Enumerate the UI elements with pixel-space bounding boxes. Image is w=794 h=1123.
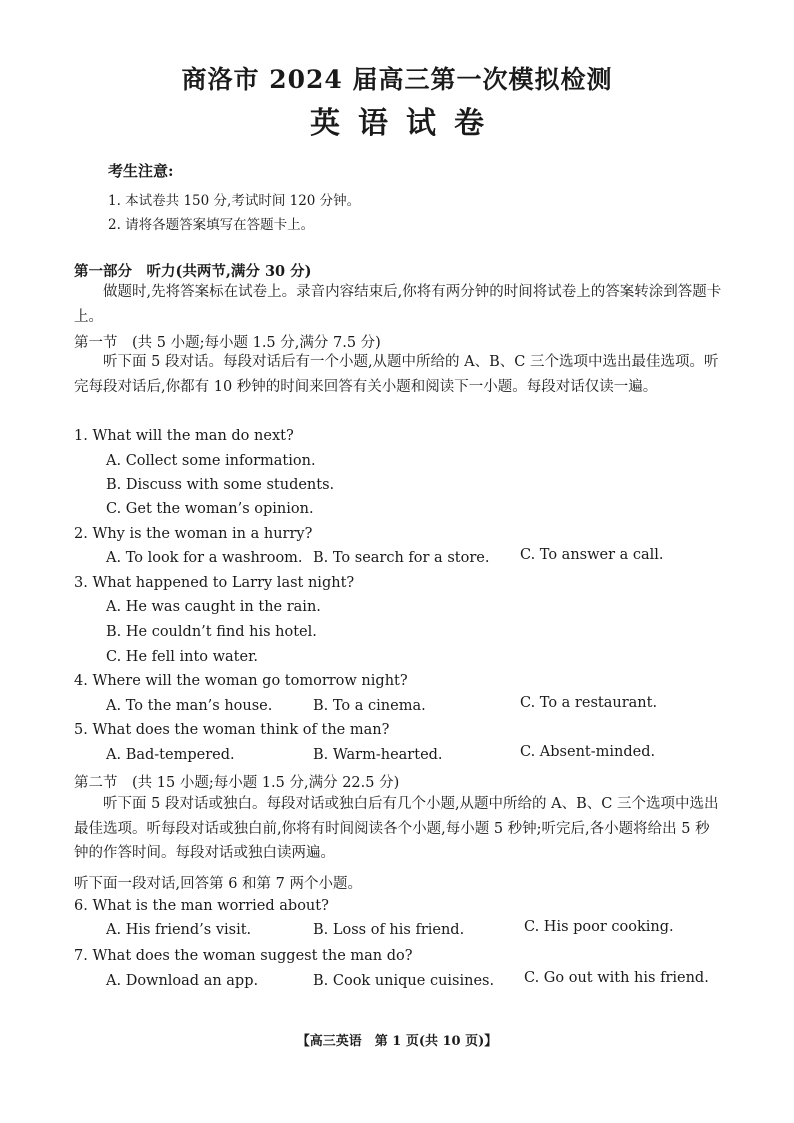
option-a: A. To the man’s house.	[106, 698, 273, 714]
option-b: B. Cook unique cuisines.	[313, 973, 495, 989]
option-a: A. Download an app.	[106, 973, 259, 989]
notice-item: 1. 本试卷共 150 分,考试时间 120 分钟。	[108, 193, 361, 209]
option-b: B. Discuss with some students.	[106, 477, 335, 493]
option-b: B. Loss of his friend.	[313, 922, 465, 938]
exam-subtitle: 英语试卷	[310, 106, 502, 141]
option-b: B. Warm-hearted.	[313, 747, 443, 763]
section2-sub-instruction: 听下面一段对话,回答第 6 和第 7 两个小题。	[74, 876, 362, 892]
option-a: A. To look for a washroom.	[106, 550, 303, 566]
option-c: C. Go out with his friend.	[524, 970, 709, 986]
page-footer: 【高三英语 第 1 页(共 10 页)】	[296, 1034, 498, 1049]
option-c: C. His poor cooking.	[524, 919, 674, 935]
option-c: C. Absent-minded.	[520, 744, 656, 760]
option-c: C. To a restaurant.	[520, 695, 658, 711]
option-c: C. Get the woman’s opinion.	[106, 501, 314, 517]
question-2: 2. Why is the woman in a hurry?	[74, 526, 313, 542]
option-a: A. His friend’s visit.	[106, 922, 252, 938]
section2-heading: 第二节 (共 15 小题;每小题 1.5 分,满分 22.5 分)	[74, 775, 400, 791]
option-a: A. He was caught in the rain.	[106, 599, 321, 615]
question-6: 6. What is the man worried about?	[74, 898, 329, 914]
exam-title: 商洛市 2024 届高三第一次模拟检测	[181, 65, 613, 94]
part1-instruction: 做题时,先将答案标在试卷上。录音内容结束后,你将有两分钟的时间将试卷上的答案转涂到答题卡上。	[74, 284, 722, 325]
option-b: B. He couldn’t find his hotel.	[106, 624, 317, 640]
option-c: C. To answer a call.	[520, 547, 664, 563]
question-3: 3. What happened to Larry last night?	[74, 575, 355, 591]
section1-heading: 第一节 (共 5 小题;每小题 1.5 分,满分 7.5 分)	[74, 335, 381, 351]
option-b: B. To a cinema.	[313, 698, 426, 714]
option-a: A. Bad-tempered.	[106, 747, 235, 763]
notice-heading: 考生注意:	[108, 162, 174, 180]
section1-instruction: 听下面 5 段对话。每段对话后有一个小题,从题中所给的 A、B、C 三个选项中选出最佳选项。听完每段对话后,你都有 10 秒钟的时间来回答有关小题和阅读下一小题。每段对话仅读一遍。	[74, 354, 719, 395]
section2-instruction: 听下面 5 段对话或独白。每段对话或独白后有几个小题,从题中所给的 A、B、C 三个选项中选出最佳选项。听每段对话或独白前,你将有时间阅读各个小题,每小题 5 秒钟;听完后,各小题将给出 5 秒钟的作答时间。每段对话或独白读两遍。	[74, 796, 719, 861]
option-c: C. He fell into water.	[106, 649, 259, 665]
part1-heading: 第一部分 听力(共两节,满分 30 分)	[74, 263, 312, 280]
question-5: 5. What does the woman think of the man?	[74, 722, 390, 738]
notice-item: 2. 请将各题答案填写在答题卡上。	[108, 217, 315, 233]
question-7: 7. What does the woman suggest the man do?	[74, 948, 413, 964]
option-b: B. To search for a store.	[313, 550, 490, 566]
question-4: 4. Where will the woman go tomorrow night?	[74, 673, 408, 689]
question-1: 1. What will the man do next?	[74, 428, 294, 444]
option-a: A. Collect some information.	[106, 453, 316, 469]
